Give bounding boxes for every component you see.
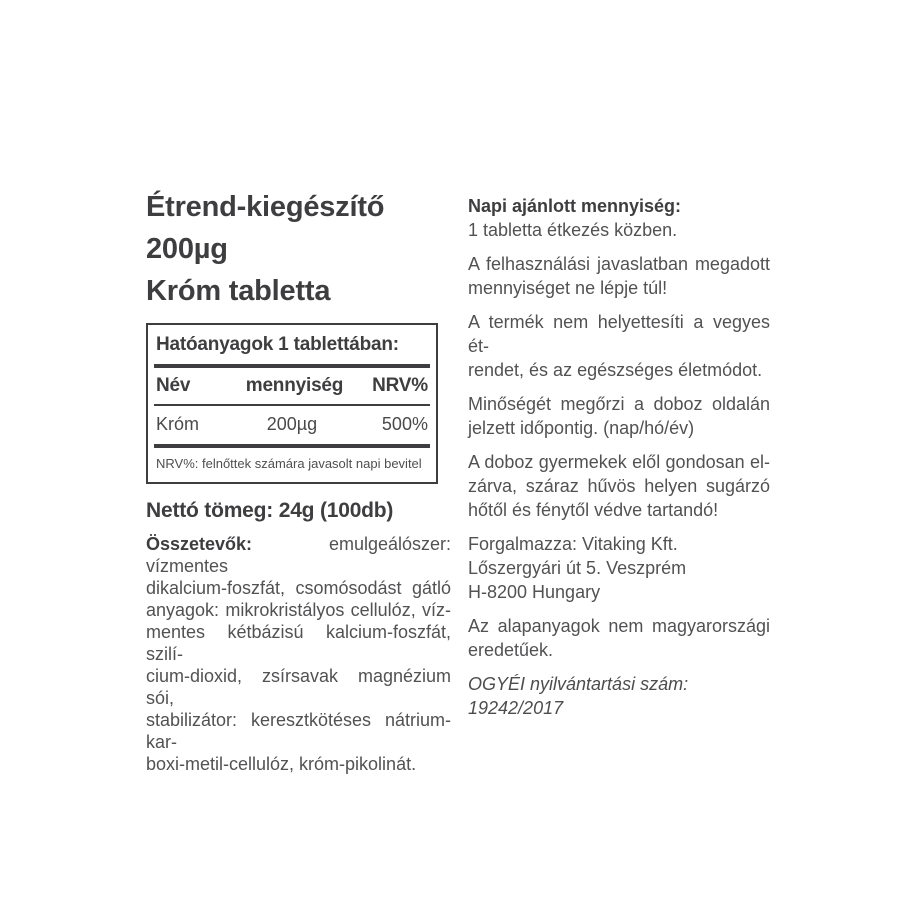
ingredients-line: dikalcium-foszfát, csomósodást gátló [146,578,451,598]
distributor-line: Forgalmazza: Vitaking Kft. [468,534,678,554]
overdose-warning-paragraph [468,252,770,300]
distributor-line: H-8200 Hungary [468,582,601,602]
table-title: Hatóanyagok 1 tablettában: [156,334,399,355]
table-data-row [148,406,436,444]
column-header-nrv: NRV% [372,375,428,396]
cell-ingredient-name: Króm [156,414,200,434]
ingredients-line: cium-dioxid, zsírsavak magnézium sói, [146,666,451,708]
quality-note-paragraph [468,392,770,440]
storage-line: hőtől és fénytől védve tartandó! [468,500,719,520]
origin-paragraph [468,614,770,662]
storage-line: zárva, száraz hűvös helyen sugárzó [468,476,770,496]
dosage-line: 1 tabletta étkezés közben. [468,220,678,240]
ingredients-line: stabilizátor: keresztkötéses nátrium-kar- [146,710,451,752]
table-footnote: NRV%: felnőttek számára javasolt napi bevitel [156,456,422,471]
diet-line: rendet, és az egészséges életmódot. [468,360,763,380]
quality-line: jelzett időpontig. (nap/hó/év) [468,418,695,438]
ingredients-line: boxi-metil-cellulóz, króm-pikolinát. [146,754,417,774]
product-title-line: 200µg [146,233,228,265]
active-ingredients-table [146,323,438,484]
warning-line: mennyiséget ne lépje túl! [468,278,668,298]
product-title [146,186,451,312]
cell-ingredient-nrv: 500% [381,414,428,434]
column-header-name: Név [156,375,191,396]
origin-line: eredetűek. [468,640,554,660]
right-column [468,194,770,720]
warning-line: A felhasználási javaslatban megadott [468,254,770,274]
left-column [146,186,451,775]
storage-line: A doboz gyermekek elől gondosan el- [468,452,770,472]
product-title-line: Étrend-kiegészítő [146,191,385,223]
ingredients-label: Összetevők: [146,534,253,554]
quality-line: Minőségét megőrzi a doboz oldalán [468,394,770,414]
product-title-line: Króm tabletta [146,275,331,307]
ingredients-line: anyagok: mikrokristályos cellulóz, víz- [146,600,451,620]
dosage-heading: Napi ajánlott mennyiség: [468,196,682,216]
ingredients-line: mentes kétbázisú kalcium-foszfát, szilí- [146,622,451,664]
ingredients-line [146,533,451,577]
dosage-paragraph [468,194,770,242]
net-weight: Nettó tömeg: 24g (100db) [146,499,394,522]
diet-note-paragraph [468,310,770,382]
table-column-header-row [148,368,436,404]
diet-line: A termék nem helyettesíti a vegyes ét- [468,312,770,356]
ingredients-paragraph [146,533,451,775]
cell-ingredient-amount: 200µg [266,414,318,434]
origin-line: Az alapanyagok nem magyarországi [468,616,770,636]
registration-number: OGYÉI nyilvántartási szám: 19242/2017 [468,674,689,718]
ingredients-line-text: emulgeálószer: vízmentes [146,534,451,576]
distributor-paragraph [468,532,770,604]
column-header-amount: mennyiség [245,375,344,396]
storage-note-paragraph [468,450,770,522]
distributor-line: Lőszergyári út 5. Veszprém [468,558,687,578]
